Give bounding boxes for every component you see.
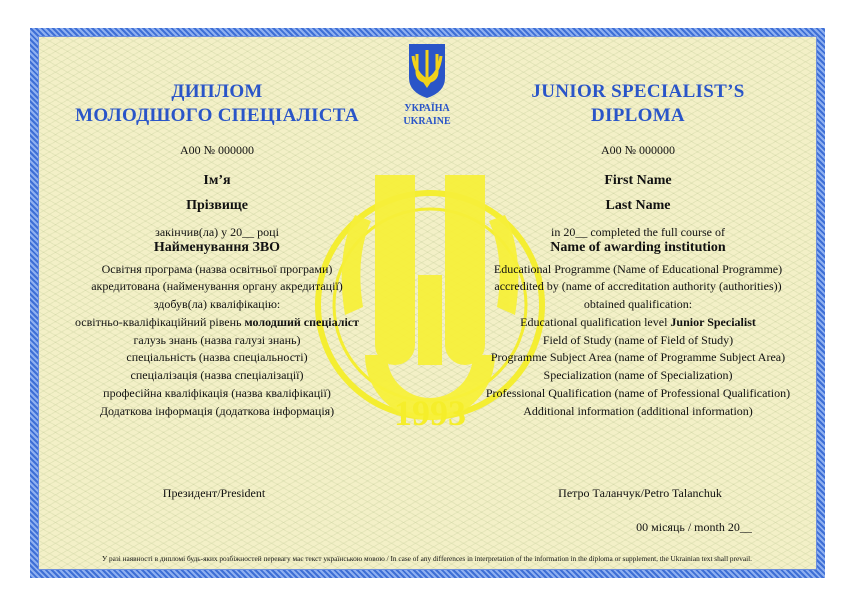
level-en <box>520 315 756 330</box>
president-label: Президент/President <box>162 486 266 500</box>
serial-number-ua: А00 № 000000 <box>179 143 255 157</box>
graduated-en: in 20__ completed the full course of <box>551 225 725 239</box>
serial-number-en: А00 № 000000 <box>600 143 676 157</box>
title-ua-line2: МОЛОДШОГО СПЕЦІАЛІСТА <box>75 105 359 126</box>
level-prefix-ua: освітньо-кваліфікаційний рівень <box>74 315 245 329</box>
institution-ua: Найменування ЗВО <box>153 240 281 255</box>
additional-en: Additional information (additional information) <box>523 404 753 418</box>
field-ua: галузь знань (назва галузі знань) <box>133 333 301 347</box>
institution-en: Name of awarding institution <box>550 240 726 255</box>
professional-ua: професійна кваліфікація (назва кваліфікації) <box>103 386 331 400</box>
issue-date: 00 місяць / month 20__ <box>636 520 752 534</box>
watermark-year: 1993 <box>394 393 466 433</box>
specialization-ua: спеціалізація (назва спеціалізації) <box>130 368 304 382</box>
university-logo-watermark <box>305 155 555 455</box>
obtained-ua: здобув(ла) кваліфікацію: <box>153 297 281 311</box>
specialty-ua: спеціальність (назва спеціальності) <box>126 350 308 364</box>
programme-en: Educational Programme (Name of Educational Programme) <box>493 262 783 276</box>
level-value-ua: молодший спеціаліст <box>244 315 360 329</box>
accredited-ua: акредитована (найменування органу акредитації) <box>91 279 343 293</box>
obtained-en: obtained qualification: <box>583 297 693 311</box>
accredited-en: accredited by (name of accreditation authority (authorities)) <box>494 279 782 293</box>
graduated-ua: закінчив(ла) у 20__ році <box>155 225 279 239</box>
last-name-ua: Прізвище <box>186 198 248 213</box>
president-name: Петро Таланчук/Petro Talanchuk <box>558 486 722 500</box>
last-name-en: Last Name <box>605 198 671 213</box>
country-label-en: UKRAINE <box>403 116 451 127</box>
title-en-line1: JUNIOR SPECIALIST’S <box>531 81 745 102</box>
first-name-ua: Ім’я <box>203 173 231 188</box>
level-ua <box>75 315 359 330</box>
additional-ua: Додаткова інформація (додаткова інформація) <box>99 404 335 418</box>
level-prefix-en: Educational qualification level <box>520 315 671 329</box>
title-en-line2: DIPLOMA <box>591 105 685 126</box>
programme-ua: Освітня програма (назва освітньої програми) <box>101 262 333 276</box>
trident-emblem-icon <box>405 42 449 100</box>
title-ua-line1: ДИПЛОМ <box>171 81 263 102</box>
country-label-ua: УКРАЇНА <box>404 103 450 114</box>
field-en: Field of Study (name of Field of Study) <box>542 333 734 347</box>
professional-en: Professional Qualification (name of Professional Qualification) <box>485 386 791 400</box>
footer-note: У разі наявності в дипломі будь-яких розбіжностей перевагу має текст українською мовою / In case of any differences in interpretation of the information in the diploma or supplement, the Ukrainian text shall prevail. <box>101 554 753 563</box>
specialty-en: Programme Subject Area (name of Programme Subject Area) <box>490 350 786 364</box>
first-name-en: First Name <box>604 173 672 188</box>
specialization-en: Specialization (name of Specialization) <box>543 368 733 382</box>
level-value-en: Junior Specialist <box>670 315 756 329</box>
